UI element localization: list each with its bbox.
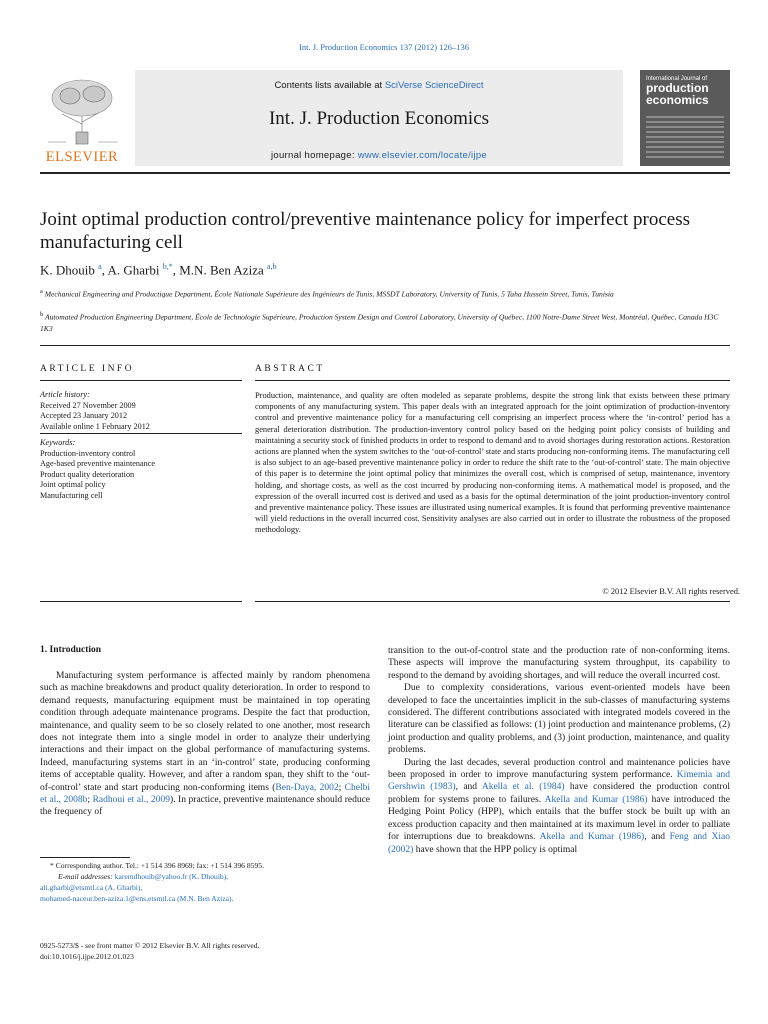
doi-line[interactable]: doi:10.1016/j.ijpe.2012.01.023 [40, 952, 134, 961]
author-list: K. Dhouib $^a$, A. Gharbi $^{b,*}$, M.N. Ben Aziza $^{a,b}$ [40, 262, 277, 278]
citation-link[interactable]: Radhoui et al., 2009 [92, 795, 170, 806]
cover-title [646, 76, 726, 106]
footnote-block [40, 860, 370, 904]
history-label: Article history: [40, 390, 90, 399]
intro-paragraph [388, 757, 730, 856]
citation-link[interactable]: Akella and Kumar (1986) [544, 794, 648, 805]
history-item: Accepted 23 January 2012 [40, 411, 128, 420]
intro-paragraph: Due to complexity considerations, various event-oriented models have been developed to face the uncertainties implicit in the sub-classes of manufacturing systems considered. The different contributions associated with integrated models covered in the literature can be classified as follows: (1) joint production and maintenance problems, (2) joint production and quality problems, and (3) joint production, maintenance, and quality problems. [388, 683, 730, 756]
author-affil-mark[interactable]: a [98, 262, 102, 271]
para-text: have considered the production control problem for systems prone to failures. [388, 782, 730, 805]
abstract-copyright: © 2012 Elsevier B.V. All rights reserved. [602, 587, 740, 596]
affil-mark: b [40, 311, 44, 318]
cover-line3: economics [646, 93, 709, 108]
homepage-prefix: journal homepage: [270, 150, 358, 161]
affiliation-a [40, 286, 730, 300]
section-heading: 1. Introduction [40, 645, 102, 655]
citation-link[interactable]: Kimemia and Gershwin (1983) [388, 770, 730, 793]
cover-line1: International Journal of [646, 76, 708, 82]
issn-line: 0925-5273/$ - see front matter © 2012 Elsevier B.V. All rights reserved. [40, 941, 260, 950]
para-text: , and [644, 832, 670, 843]
cover-line2: production [646, 81, 709, 96]
keyword-item: Production-inventory control [40, 448, 136, 458]
citation-link[interactable]: Ben-Daya, 2002 [275, 782, 339, 793]
email-link[interactable]: mohamed-naceur.ben-aziza.1@ens.etsmtl.ca (M.N. Ben Aziza). [40, 894, 234, 903]
citation-link[interactable]: Akella et al. (1984) [481, 782, 565, 793]
email-line [40, 871, 370, 882]
tree-logo-icon [40, 76, 124, 146]
intro-right-column [388, 645, 730, 856]
article-info-heading: ARTICLE INFO [40, 364, 135, 374]
para-text: have shown that the HPP policy is optimal [413, 844, 578, 855]
para-text: Manufacturing system performance is affected mainly by random phenomena such as machine breakdowns and product quality deterioration. In order to respond to demand requests, manufacturing equipment must be maintained in top operating condition through adequate maintenance programs. Despite the fact that production, maintenance, and quality seem to be so closely related to one another, most research does not integrate them into a single model in order to analyze their underlying interactions and their impact on the global performance of manufacturing systems. Indeed, manufacturing systems start in an ‘in-control’ state, producing conforming items of acceptable quality. However, and after a random span, they shift to the ‘out-of-control’ state and start producing non-conforming items ( [40, 671, 370, 793]
issn-block [40, 940, 370, 962]
email-link[interactable]: ali.gharbi@etsmtl.ca (A. Gharbi), [40, 883, 143, 892]
publisher-logo [40, 76, 124, 166]
intro-paragraph: transition to the out-of-control state and the production rate of non-conforming items. These aspects will improve the manufacturing system throughput, its capability to respond to the demand by avoiding shortages, and will reduce the overall incurred cost. [388, 646, 730, 681]
journal-cover [640, 70, 730, 166]
affiliation-b [40, 309, 730, 334]
publisher-name: ELSEVIER [45, 149, 119, 165]
history-item: Available online 1 February 2012 [40, 421, 150, 431]
author-name: A. Gharbi [107, 262, 160, 278]
keyword-item: Joint optimal policy [40, 480, 106, 489]
abstract-heading: ABSTRACT [255, 364, 325, 374]
footnote-rule [40, 857, 130, 858]
para-text: ). In practice, preventive maintenance should reduce the frequency of [40, 795, 371, 818]
abstract-rule [255, 380, 730, 381]
author-affil-mark[interactable]: a,b [266, 262, 277, 271]
keywords-label: Keywords: [40, 438, 76, 447]
corresponding-author-note: * Corresponding author. Tel.: +1 514 396 8969; fax: +1 514 396 8595. [50, 861, 264, 870]
cover-decoration [646, 116, 724, 161]
info-divider [40, 433, 242, 434]
article-info-rule [40, 380, 242, 381]
journal-title: Int. J. Production Economics [268, 108, 490, 129]
author-name: M.N. Ben Aziza [179, 262, 264, 278]
intro-paragraph: Manufacturing system performance is affected mainly by random phenomena such as machine breakdowns and product quality deterioration. In order to respond to demand requests, manufacturing equipment must be maintained in top operating condition through adequate maintenance programs. Despite the fact that production, maintenance, and quality seem to be so closely related to one another, most research does not integrate them into a single model in order to analyze their underlying interactions and their impact on the global performance of manufacturing systems. Indeed, manufacturing systems start in an ‘in-control’ state, producing conforming items of acceptable quality. However, and after a random span, they shift to the ‘out-of-control’ state and start producing non-conforming items (Ben-Daya, 2002; Chelbi et al., 2008b; Radhoui et al., 2009). In practice, preventive maintenance should reduce the frequency of [40, 671, 371, 818]
citation-link[interactable]: Chelbi et al., 2008b [40, 782, 370, 806]
contents-line [135, 80, 623, 91]
keyword-item: Product quality deterioration [40, 469, 135, 479]
keyword-item: Age-based preventive maintenance [40, 459, 156, 468]
affil-text: Mechanical Engineering and Productique Department, École Nationale Supérieure des Ingénieurs de Tunis, MSSDT Laboratory, University of Tunis, 5 Taha Hussein Street, Tunis, Tunisia [44, 289, 614, 299]
article-info-bottom-rule [40, 601, 242, 602]
sciencedirect-link[interactable]: SciVerse ScienceDirect [384, 80, 484, 91]
journal-banner [135, 70, 623, 166]
affil-text: Automated Production Engineering Department, École de Technologie Supérieure, Production System Design and Control Laboratory, University of Québec, 1100 Notre-Dame Street West, Montréal, Québec, Canada H3C 1K3 [40, 312, 719, 333]
keywords [40, 438, 242, 501]
intro-left-column [40, 670, 370, 819]
email-label: E-mail addresses: [58, 872, 113, 881]
author-name: K. Dhouib [40, 262, 95, 278]
para-text: , and [455, 782, 482, 793]
abstract-text: Production, maintenance, and quality are often modeled as separate problems, despite the strong link that exists between these primary components of any manufacturing system. This paper deals with an integrated approach for the joint optimization of production-inventory control and preventive maintenance policy for a manufacturing cell comprising an imperfect process where the ‘in-control’ period has a general deterioration distribution. The production-inventory control policy based on the hedging point policy consists of building and maintaining a security stock of finished products in order to respond to demand and to avoid shortages during restoration actions. Restoration actions are planned when the system switches to the ‘out-of-control’ state and starts producing non-conforming items. The manufacturing cell is also subject to an age-based preventive maintenance policy in order to reduce the shift rate to the ‘out-of-control’ state. The main objective of this paper is to determine the joint optimal policy that minimizes the overall cost, which is comprised of setup, maintenance, inventory holding, and shortage costs, as well as the cost incurred by producing non-conforming items. A mathematical model is proposed, and the expression of the overall incurred cost is derived and used as a basis for the optimal determination of the joint production-inventory control and preventive maintenance policy. These issues are illustrated using numerical examples. It is found that performing preventive maintenance will yield reductions in the overall incurred cost. Sensitivity analyses are also carried out in order to illustrate the robustness of the proposed methodology. [255, 391, 730, 535]
article-history [40, 390, 242, 432]
citation-link[interactable]: Akella and Kumar (1986) [539, 832, 645, 843]
homepage-link[interactable]: www.elsevier.com/locate/ijpe [357, 150, 488, 161]
keyword-item: Manufacturing cell [40, 490, 103, 500]
contents-prefix: Contents lists available at [274, 80, 385, 91]
citation-link[interactable]: Feng and Xiao (2002) [388, 832, 731, 855]
journal-reference[interactable]: Int. J. Production Economics 137 (2012) 126–136 [299, 42, 469, 52]
article-title: Joint optimal production control/preventive maintenance policy for imperfect process manufacturing cell [40, 209, 691, 253]
affil-mark: a [40, 288, 43, 295]
history-item: Received 27 November 2009 [40, 400, 136, 410]
homepage-line [135, 150, 623, 161]
author-affil-mark[interactable]: b,* [162, 262, 173, 271]
front-matter-divider [40, 345, 730, 346]
email-link[interactable]: karemdhouib@yahoo.fr (K. Dhouib), [112, 872, 229, 881]
para-text: have introduced the Hedging Point Policy (HPP), which entails that the buffer stock be built up with an excess production capacity and then maintained at its maximum level in order to palliate for interruptions due to breakdowns. [388, 794, 730, 843]
abstract-bottom-rule [255, 601, 730, 602]
para-text: During the last decades, several production control and maintenance policies have been proposed in order to improve manufacturing system performance. [388, 757, 730, 781]
header-divider [40, 172, 730, 174]
